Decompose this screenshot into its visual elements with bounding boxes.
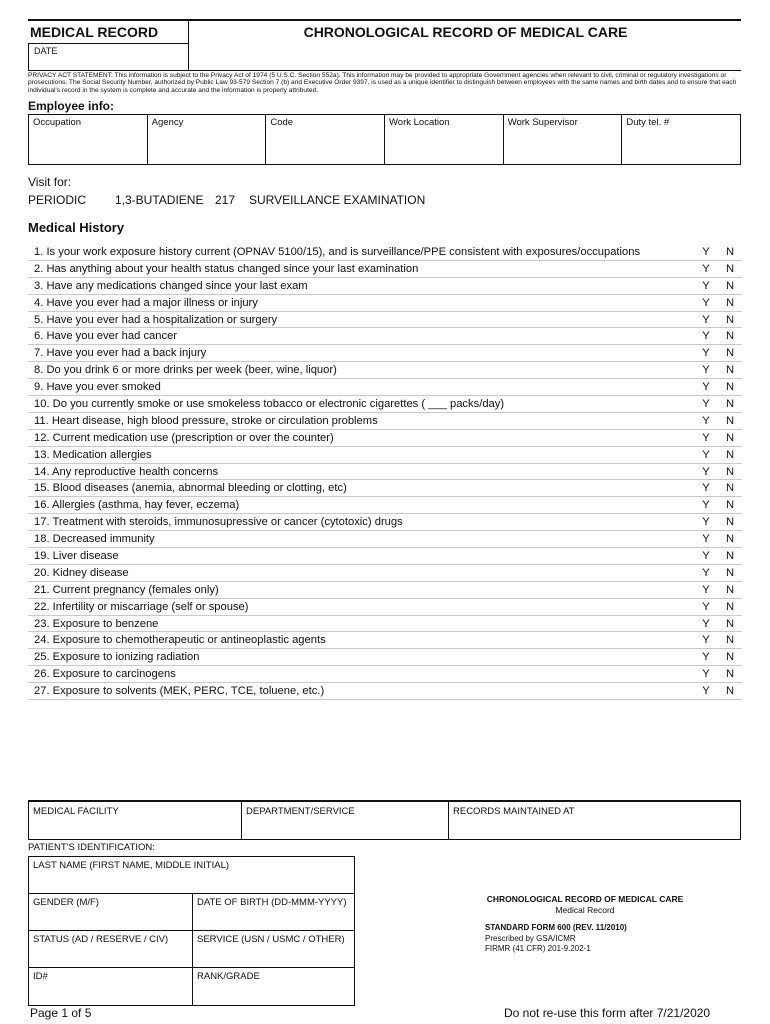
occupation-label: Occupation <box>33 117 82 128</box>
yes-option[interactable]: Y <box>702 685 710 698</box>
employee-info-title: Employee info: <box>28 99 115 113</box>
question-text: 7. Have you ever had a back injury <box>34 347 207 360</box>
visit-type: PERIODIC <box>28 193 87 207</box>
yes-option[interactable]: Y <box>702 448 710 461</box>
question-text: 14. Any reproductive health concerns <box>34 465 219 478</box>
question-row <box>28 464 742 481</box>
last-name-field[interactable] <box>29 857 354 893</box>
yes-option[interactable]: Y <box>702 651 710 664</box>
no-option[interactable]: N <box>725 431 735 444</box>
question-row <box>28 565 742 582</box>
question-row <box>28 447 742 464</box>
service-label: SERVICE (USN / USMC / OTHER) <box>197 934 345 945</box>
question-text: 24. Exposure to chemotherapeutic or antineoplastic agents <box>34 634 326 647</box>
no-option[interactable]: N <box>725 465 735 478</box>
facility-table <box>28 802 741 840</box>
header-top-rule <box>28 19 741 21</box>
question-text: 15. Blood diseases (anemia, abnormal bleeding or clotting, etc) <box>34 482 347 495</box>
prescribed-by: Prescribed by GSA/ICMR <box>485 933 576 943</box>
id-label: ID# <box>33 971 48 982</box>
code-label: Code <box>270 117 294 128</box>
question-text: 19. Liver disease <box>34 549 119 562</box>
yes-option[interactable]: Y <box>702 617 710 630</box>
question-text: 8. Do you drink 6 or more drinks per week (beer, wine, liquor) <box>34 364 337 377</box>
header-medical-record: MEDICAL RECORD <box>30 24 159 40</box>
employee-info-table <box>28 114 741 165</box>
no-option[interactable]: N <box>725 668 735 681</box>
rank-field[interactable] <box>192 968 354 1005</box>
no-option[interactable]: N <box>725 313 735 326</box>
work-location-label: Work Location <box>389 117 450 128</box>
no-option[interactable]: N <box>725 600 735 613</box>
no-option[interactable]: N <box>725 499 735 512</box>
visit-substance: 1,3-BUTADIENE <box>115 193 204 207</box>
yes-option[interactable]: Y <box>702 516 710 529</box>
visit-for-label: Visit for: <box>28 175 72 189</box>
duty-tel-field[interactable] <box>622 115 740 164</box>
code-field[interactable] <box>266 115 385 164</box>
yes-option[interactable]: Y <box>702 499 710 512</box>
gender-field[interactable] <box>29 894 192 930</box>
yes-option[interactable]: Y <box>702 262 710 275</box>
no-option[interactable]: N <box>725 279 735 292</box>
yes-option[interactable]: Y <box>702 364 710 377</box>
question-row <box>28 514 742 531</box>
no-option[interactable]: N <box>725 397 735 410</box>
medical-history-list <box>28 244 742 700</box>
question-text: 27. Exposure to solvents (MEK, PERC, TCE, toluene, etc.) <box>34 685 325 698</box>
question-row <box>28 345 742 362</box>
no-option[interactable]: N <box>725 651 735 664</box>
records-maintained-label: RECORDS MAINTAINED AT <box>453 806 575 817</box>
no-option[interactable]: N <box>725 533 735 546</box>
question-row <box>28 379 742 396</box>
no-option[interactable]: N <box>725 330 735 343</box>
no-option[interactable]: N <box>725 347 735 360</box>
question-row <box>28 295 742 312</box>
no-option[interactable]: N <box>725 617 735 630</box>
question-text: 26. Exposure to carcinogens <box>34 668 176 681</box>
no-option[interactable]: N <box>725 262 735 275</box>
occupation-field[interactable] <box>29 115 148 164</box>
question-text: 21. Current pregnancy (females only) <box>34 583 219 596</box>
status-label: STATUS (AD / RESERVE / CIV) <box>33 934 169 945</box>
visit-code: 217 <box>215 193 236 207</box>
gender-label: GENDER (M/F) <box>33 897 99 908</box>
question-row <box>28 312 742 329</box>
no-option[interactable]: N <box>725 245 735 258</box>
question-row <box>28 616 742 633</box>
visit-line <box>28 193 425 207</box>
no-option[interactable]: N <box>725 482 735 495</box>
no-option[interactable]: N <box>725 414 735 427</box>
service-field[interactable] <box>192 931 354 967</box>
question-text: 10. Do you currently smoke or use smokeless tobacco or electronic cigarettes ( ___ packs/day) <box>34 397 505 410</box>
no-option[interactable]: N <box>725 583 735 596</box>
no-option[interactable]: N <box>725 516 735 529</box>
question-text: 25. Exposure to ionizing radiation <box>34 651 200 664</box>
yes-option[interactable]: Y <box>702 583 710 596</box>
department-field[interactable] <box>242 802 449 839</box>
question-text: 18. Decreased immunity <box>34 533 155 546</box>
medical-facility-label: MEDICAL FACILITY <box>33 806 119 817</box>
question-row <box>28 480 742 497</box>
question-row <box>28 548 742 565</box>
last-name-label: LAST NAME (FIRST NAME, MIDDLE INITIAL) <box>33 860 230 871</box>
yes-option[interactable]: Y <box>702 347 710 360</box>
question-row <box>28 430 742 447</box>
privacy-act-statement: PRIVACY ACT STATEMENT: This information is subject to the Privacy Act of 1974 (5 U.S.C. Section 552a). This information may be provided to appropriate Government agencies when relevant to civil, criminal or regulatory investigations or prosecutions. The Social Security Number, authorized by Public Law 93-579 Section 7 (b) and Executive Order 9397, is used as a unique identifier to distinguish between employees with the same names and birth dates and to ensure that each individual's record in the system is complete and accurate and the information is properly attributed. <box>28 72 737 94</box>
yes-option[interactable]: Y <box>702 245 710 258</box>
visit-exam: SURVEILLANCE EXAMINATION <box>249 193 426 207</box>
yes-option[interactable]: Y <box>702 330 710 343</box>
form-subtitle: Medical Record <box>555 905 615 915</box>
yes-option[interactable]: Y <box>702 279 710 292</box>
yes-option[interactable]: Y <box>702 482 710 495</box>
patient-identification-label: PATIENT'S IDENTIFICATION: <box>28 842 155 853</box>
question-row <box>28 362 742 379</box>
no-option[interactable]: N <box>725 448 735 461</box>
question-text: 5. Have you ever had a hospitalization or surgery <box>34 313 278 326</box>
records-maintained-field[interactable] <box>449 802 740 839</box>
question-row <box>28 666 742 683</box>
question-row <box>28 244 742 261</box>
no-option[interactable]: N <box>725 296 735 309</box>
question-row <box>28 599 742 616</box>
question-text: 20. Kidney disease <box>34 566 129 579</box>
agency-field[interactable] <box>148 115 267 164</box>
question-text: 1. Is your work exposure history current (OPNAV 5100/15), and is surveillance/PPE consistent with exposures/occupations <box>34 245 641 258</box>
question-text: 3. Have any medications changed since your last exam <box>34 279 308 292</box>
question-row <box>28 396 742 413</box>
firmr-reference: FIRMR (41 CFR) 201-9.202-1 <box>485 944 591 953</box>
question-text: 2. Has anything about your health status changed since your last examination <box>34 262 419 275</box>
question-text: 9. Have you ever smoked <box>34 381 161 394</box>
header-form-title: CHRONOLOGICAL RECORD OF MEDICAL CARE <box>303 24 628 40</box>
yes-option[interactable]: Y <box>702 465 710 478</box>
status-field[interactable] <box>29 931 192 967</box>
agency-label: Agency <box>151 117 184 128</box>
header-bottom-rule <box>28 70 741 71</box>
yes-option[interactable]: Y <box>702 549 710 562</box>
page-number: Page 1 of 5 <box>30 1006 92 1020</box>
question-row <box>28 632 742 649</box>
yes-option[interactable]: Y <box>702 600 710 613</box>
yes-option[interactable]: Y <box>702 533 710 546</box>
no-option[interactable]: N <box>725 381 735 394</box>
question-row <box>28 497 742 514</box>
reuse-notice: Do not re-use this form after 7/21/2020 <box>504 1006 711 1020</box>
question-text: 11. Heart disease, high blood pressure, stroke or circulation problems <box>34 414 378 427</box>
no-option[interactable]: N <box>725 549 735 562</box>
question-row <box>28 328 742 345</box>
duty-tel-label: Duty tel. # <box>626 117 670 128</box>
date-label: DATE <box>34 46 58 56</box>
question-text: 17. Treatment with steroids, immunosupressive or cancer (cytotoxic) drugs <box>34 516 403 529</box>
work-location-field[interactable] <box>385 115 504 164</box>
no-option[interactable]: N <box>725 685 735 698</box>
yes-option[interactable]: Y <box>702 431 710 444</box>
rank-label: RANK/GRADE <box>197 971 260 982</box>
yes-option[interactable]: Y <box>702 566 710 579</box>
question-text: 22. Infertility or miscarriage (self or spouse) <box>34 600 249 613</box>
work-supervisor-label: Work Supervisor <box>507 117 578 128</box>
medical-facility-field[interactable] <box>29 802 242 839</box>
work-supervisor-field[interactable] <box>504 115 623 164</box>
question-row <box>28 683 742 700</box>
dob-field[interactable] <box>192 894 354 930</box>
question-text: 4. Have you ever had a major illness or injury <box>34 296 258 309</box>
yes-option[interactable]: Y <box>702 296 710 309</box>
question-text: 23. Exposure to benzene <box>34 617 159 630</box>
no-option[interactable]: N <box>725 364 735 377</box>
question-row <box>28 413 742 430</box>
yes-option[interactable]: Y <box>702 381 710 394</box>
no-option[interactable]: N <box>725 566 735 579</box>
no-option[interactable]: N <box>725 634 735 647</box>
medical-history-title: Medical History <box>28 220 125 235</box>
question-row <box>28 278 742 295</box>
form-title: CHRONOLOGICAL RECORD OF MEDICAL CARE <box>486 894 684 904</box>
id-field[interactable] <box>29 968 192 1005</box>
patient-identification-table <box>28 856 355 1006</box>
yes-option[interactable]: Y <box>702 414 710 427</box>
question-row <box>28 582 742 599</box>
question-row <box>28 649 742 666</box>
question-row <box>28 531 742 548</box>
standard-form-block <box>485 923 627 955</box>
yes-option[interactable]: Y <box>702 668 710 681</box>
question-row <box>28 261 742 278</box>
dob-label: DATE OF BIRTH (DD-MMM-YYYY) <box>197 897 347 908</box>
yes-option[interactable]: Y <box>702 634 710 647</box>
question-text: 6. Have you ever had cancer <box>34 330 178 343</box>
question-text: 13. Medication allergies <box>34 448 152 461</box>
question-text: 16. Allergies (asthma, hay fever, eczema) <box>34 499 240 512</box>
department-label: DEPARTMENT/SERVICE <box>246 806 355 817</box>
standard-form-number: STANDARD FORM 600 (REV. 11/2010) <box>485 923 627 932</box>
yes-option[interactable]: Y <box>702 313 710 326</box>
yes-option[interactable]: Y <box>702 397 710 410</box>
question-text: 12. Current medication use (prescription or over the counter) <box>34 431 334 444</box>
